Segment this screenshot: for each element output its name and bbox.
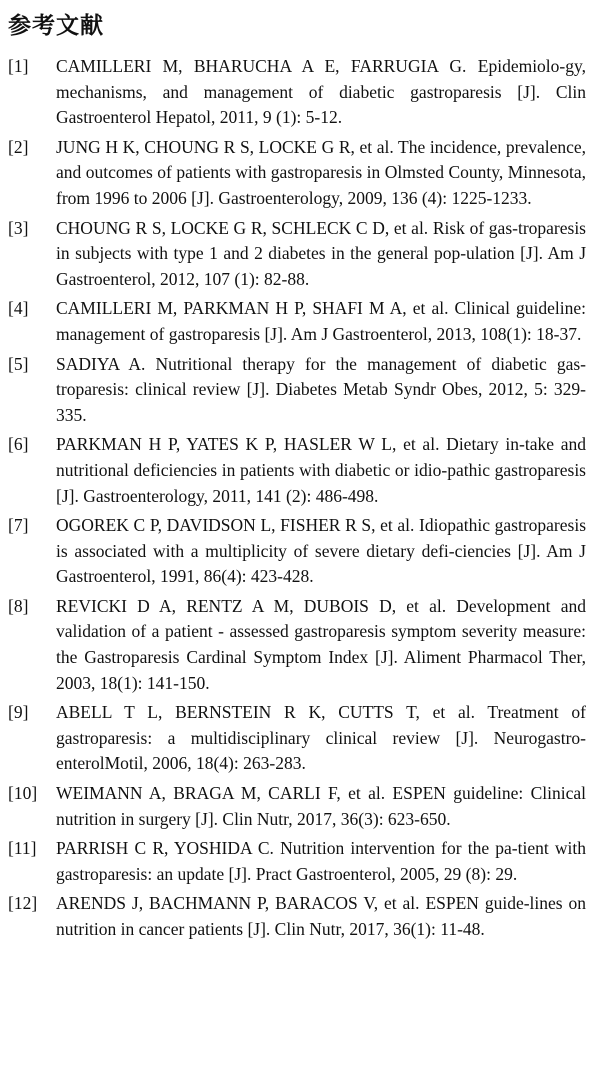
reference-number: [5] — [8, 353, 29, 374]
reference-text: PARKMAN H P, YATES K P, HASLER W L, et al. Dietary in-take and nutritional deficiencies in patients with diabetic or idio-pathic gastroparesis [J]. Gastroenterology, 2011, 141 (2): 486-498. — [56, 434, 586, 506]
reference-text: REVICKI D A, RENTZ A M, DUBOIS D, et al. Development and validation of a patient - assessed gastroparesis symptom severity measure: the Gastroparesis Cardinal Symptom Index [J]. Aliment Pharmacol Ther, 2003, 18(1): 141-150. — [56, 595, 586, 693]
reference-item — [8, 352, 586, 429]
reference-list — [8, 54, 586, 943]
reference-text: CHOUNG R S, LOCKE G R, SCHLECK C D, et al. Risk of gas-troparesis in subjects with type 1 and 2 diabetes in the general pop-ulation [J]. Am J Gastroenterol, 2012, 107 (1): 82-88. — [56, 217, 586, 289]
reference-number: [12] — [8, 893, 38, 914]
reference-item — [8, 781, 586, 832]
reference-item — [8, 216, 586, 293]
reference-item — [8, 54, 586, 131]
reference-number: [9] — [8, 702, 29, 723]
reference-text: CAMILLERI M, PARKMAN H P, SHAFI M A, et al. Clinical guideline: management of gastroparesis [J]. Am J Gastroenterol, 2013, 108(1): 18-37. — [56, 298, 586, 344]
reference-text: WEIMANN A, BRAGA M, CARLI F, et al. ESPEN guideline: Clinical nutrition in surgery [J]. Clin Nutr, 2017, 36(3): 623-650. — [56, 783, 586, 829]
reference-item — [8, 594, 586, 696]
reference-item — [8, 513, 586, 590]
reference-text: ARENDS J, BACHMANN P, BARACOS V, et al. ESPEN guide-lines on nutrition in cancer patients [J]. Clin Nutr, 2017, 36(1): 11-48. — [56, 893, 586, 939]
reference-text: ABELL T L, BERNSTEIN R K, CUTTS T, et al. Treatment of gastroparesis: a multidisciplinary clinical review [J]. Neurogastro-enterolMotil, 2006, 18(4): 263-283. — [56, 702, 586, 774]
reference-number: [10] — [8, 783, 38, 804]
reference-text: JUNG H K, CHOUNG R S, LOCKE G R, et al. The incidence, prevalence, and outcomes of patients with gastroparesis in Olmsted County, Minnesota, from 1996 to 2006 [J]. Gastroenterology, 2009, 136 (4): 1225-1233. — [56, 136, 586, 208]
reference-item — [8, 836, 586, 887]
reference-number: [1] — [8, 56, 29, 76]
reference-number: [6] — [8, 434, 29, 455]
reference-text: PARRISH C R, YOSHIDA C. Nutrition intervention for the pa-tient with gastroparesis: an update [J]. Pract Gastroenterol, 2005, 29 (8): 29. — [56, 838, 586, 884]
reference-text: CAMILLERI M, BHARUCHA A E, FARRUGIA G. Epidemiolo-gy, mechanisms, and management of diabetic gastroparesis [J]. Clin Gastroenterol Hepatol, 2011, 9 (1): 5-12. — [56, 56, 586, 128]
reference-item — [8, 700, 586, 777]
reference-number: [7] — [8, 515, 29, 536]
reference-text: OGOREK C P, DAVIDSON L, FISHER R S, et al. Idiopathic gastroparesis is associated with a multiplicity of severe dietary defi-ciencies [J]. Am J Gastroenterol, 1991, 86(4): 423-428. — [56, 515, 586, 587]
reference-number: [4] — [8, 298, 29, 319]
reference-item — [8, 432, 586, 509]
reference-item — [8, 891, 586, 942]
reference-item — [8, 296, 586, 347]
reference-number: [2] — [8, 136, 29, 157]
reference-item — [8, 135, 586, 212]
reference-number: [3] — [8, 217, 29, 238]
reference-number: [11] — [8, 838, 37, 859]
reference-number: [8] — [8, 595, 29, 616]
reference-text: SADIYA A. Nutritional therapy for the management of diabetic gas-troparesis: clinical review [J]. Diabetes Metab Syndr Obes, 2012, 5: 329-335. — [56, 353, 586, 425]
references-heading: 参考文献 — [8, 13, 104, 39]
